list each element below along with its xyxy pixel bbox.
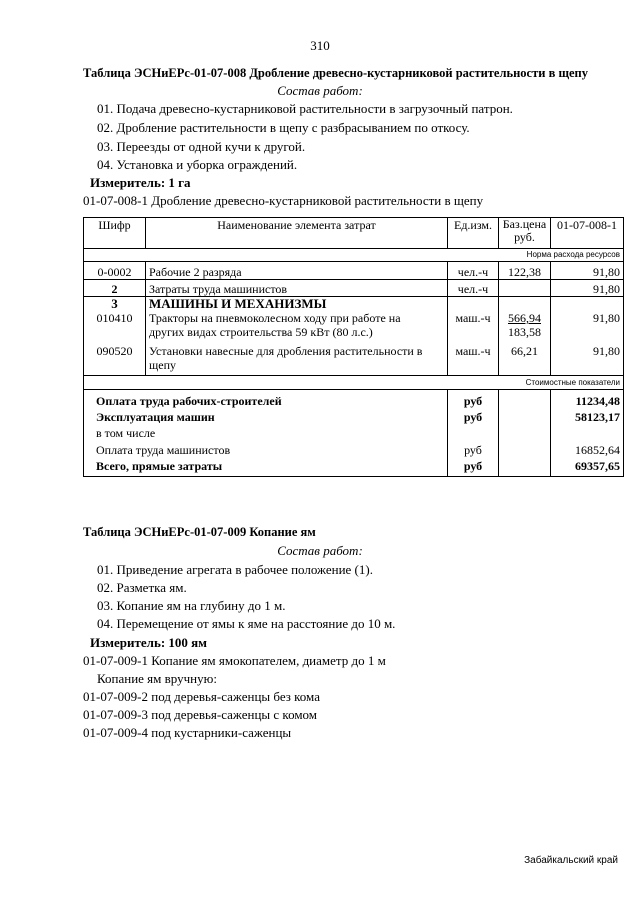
total-unit: руб	[448, 390, 499, 409]
total-row	[84, 408, 624, 424]
table2-item: 01-07-009-4 под кустарники-саженцы	[83, 725, 292, 740]
row-price: 66,21	[499, 339, 551, 376]
row-value: 91,80	[551, 280, 624, 297]
total-unit: руб	[448, 408, 499, 424]
row-name	[146, 311, 448, 339]
total-value: 16852,64	[551, 440, 624, 457]
table2-work-item: 01. Приведение агрегата в рабочее положение (1).	[97, 562, 373, 577]
row-code: 0-0002	[84, 262, 146, 280]
row-price	[499, 311, 551, 339]
page-number: 310	[310, 38, 330, 53]
table2-work-item: 04. Перемещение от ямы к яме на расстояние до 10 м.	[97, 616, 396, 631]
row-name: Рабочие 2 разряда	[146, 262, 448, 280]
norm-label-row	[84, 249, 624, 262]
total-row	[84, 440, 624, 457]
table1-work-item: 04. Установка и уборка ограждений.	[97, 157, 298, 172]
total-value: 11234,48	[551, 390, 624, 409]
total-row	[84, 424, 624, 440]
table2-item: 01-07-009-2 под деревья-саженцы без кома	[83, 689, 320, 704]
table2-title: Таблица ЭСНиЕРс-01-07-009 Копание ям	[83, 525, 316, 539]
table2-work-item: 02. Разметка ям.	[97, 580, 187, 595]
table1-sostav: Состав работ:	[277, 83, 363, 98]
total-value: 58123,17	[551, 408, 624, 424]
table-row	[84, 262, 624, 280]
cost-label-row	[84, 376, 624, 390]
row-name: МАШИНЫ И МЕХАНИЗМЫ	[146, 297, 448, 312]
table1-title: Таблица ЭСНиЕРс-01-07-008 Дробление древесно-кустарниковой растительности в щепу	[83, 66, 588, 80]
table2-item: Копание ям вручную:	[97, 671, 217, 686]
header-base-price	[499, 218, 551, 249]
row-value: 91,80	[551, 339, 624, 376]
total-row	[84, 457, 624, 477]
cost-label: Стоимостные показатели	[84, 376, 624, 390]
header-unit: Ед.изм.	[448, 218, 499, 249]
total-value: 69357,65	[551, 457, 624, 477]
header-base-price-line1: Баз.цена	[502, 217, 547, 231]
table2-item: 01-07-009-1 Копание ям ямокопателем, диаметр до 1 м	[83, 653, 386, 668]
table2-item: 01-07-009-3 под деревья-саженцы с комом	[83, 707, 318, 722]
row-code: 090520	[84, 339, 146, 376]
table2-work-item: 03. Копание ям на глубину до 1 м.	[97, 598, 286, 613]
header-column-code: 01-07-008-1	[551, 218, 624, 249]
row-unit: чел.-ч	[448, 262, 499, 280]
norm-label: Норма расхода ресурсов	[84, 249, 624, 262]
table1-item-line: 01-07-008-1 Дробление древесно-кустарниковой растительности в щепу	[83, 193, 484, 208]
table1-work-item: 03. Переезды от одной кучи к другой.	[97, 139, 306, 154]
row-price-line1: 566,94	[508, 311, 541, 325]
total-label: Эксплуатация машин	[84, 408, 448, 424]
row-value: 91,80	[551, 311, 624, 339]
row-price: 122,38	[499, 262, 551, 280]
row-price-line2: 183,58	[508, 325, 541, 339]
row-name-line1: Тракторы на пневмоколесном ходу при работе на	[149, 311, 401, 325]
table2-sostav: Состав работ:	[277, 543, 363, 558]
table-header-row	[84, 218, 624, 249]
total-row	[84, 390, 624, 409]
total-label: Всего, прямые затраты	[84, 457, 448, 477]
row-name-line1: Установки навесные для дробления растительности в	[149, 344, 423, 358]
row-unit: чел.-ч	[448, 280, 499, 297]
table1-work-item: 01. Подача древесно-кустарниковой растительности в загрузочный патрон.	[97, 101, 513, 116]
row-code: 2	[84, 280, 146, 297]
row-code: 010410	[84, 311, 146, 339]
table2-measure: Измеритель: 100 ям	[90, 635, 208, 650]
table-row	[84, 311, 624, 339]
table-row	[84, 297, 624, 312]
table-row	[84, 280, 624, 297]
row-name-line2: щепу	[149, 358, 176, 372]
total-label: в том числе	[84, 424, 448, 440]
table-row	[84, 339, 624, 376]
row-unit: маш.-ч	[448, 311, 499, 339]
header-name: Наименование элемента затрат	[146, 218, 448, 249]
footer-region: Забайкальский край	[524, 855, 618, 866]
total-label: Оплата труда машинистов	[84, 440, 448, 457]
row-code: 3	[84, 297, 146, 312]
row-name-line2: других видах строительства 59 кВт (80 л.с.)	[149, 325, 373, 339]
row-name	[146, 339, 448, 376]
table1-measure: Измеритель: 1 га	[90, 175, 191, 190]
row-unit: маш.-ч	[448, 339, 499, 376]
total-unit: руб	[448, 440, 499, 457]
row-price-empty	[499, 280, 551, 297]
total-label: Оплата труда рабочих-строителей	[84, 390, 448, 409]
header-base-price-line2: руб.	[514, 230, 535, 244]
row-value: 91,80	[551, 262, 624, 280]
total-unit: руб	[448, 457, 499, 477]
row-name: Затраты труда машинистов	[146, 280, 448, 297]
table1-work-item: 02. Дробление растительности в щепу с разбрасыванием по откосу.	[97, 120, 470, 135]
header-code: Шифр	[84, 218, 146, 249]
cost-table	[83, 217, 624, 477]
